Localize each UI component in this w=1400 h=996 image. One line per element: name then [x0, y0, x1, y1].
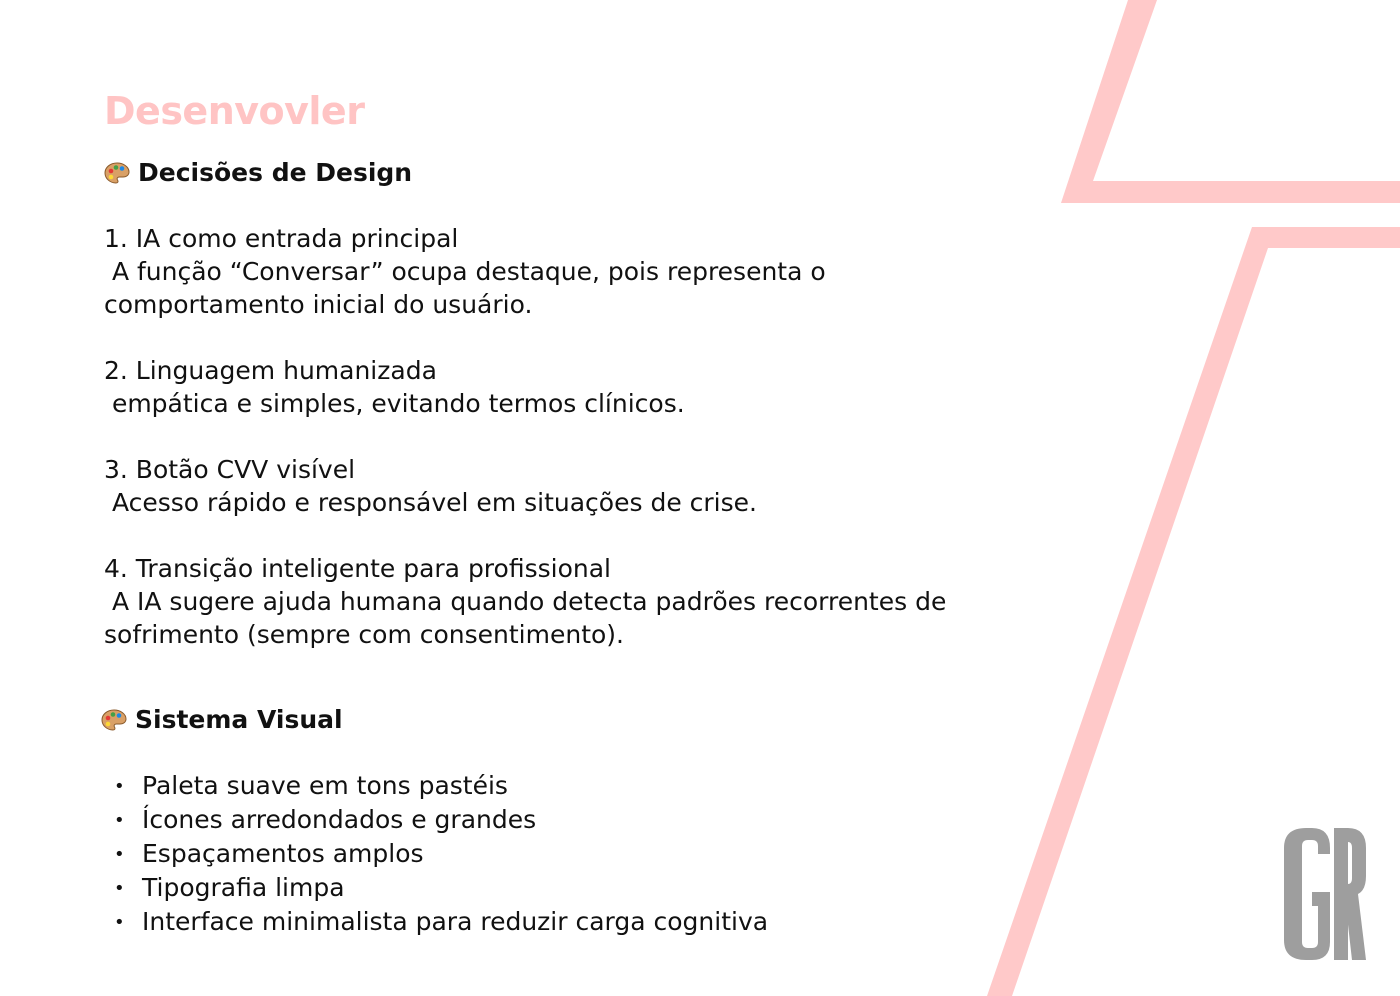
design-decisions-heading: [104, 156, 412, 189]
decision-description: A IA sugere ajuda humana quando detecta padrões recorrentes de sofrimento (sempre com consentimento).: [104, 587, 947, 649]
palette-icon: [101, 709, 127, 731]
bullet-icon: •: [114, 912, 125, 933]
upper-stripe-shape: [1061, 0, 1400, 203]
list-item: [114, 905, 768, 939]
list-item-text: Paleta suave em tons pastéis: [142, 771, 508, 800]
visual-system-list: [114, 769, 768, 939]
decision-item: [104, 552, 1064, 651]
design-decisions-heading-text: Decisões de Design: [138, 158, 413, 187]
decision-title: 4. Transição inteligente para profissional: [104, 554, 611, 583]
bullet-icon: •: [114, 878, 125, 899]
decision-item: [104, 354, 1064, 420]
gr-logo: [1282, 828, 1368, 960]
list-item: [114, 803, 768, 837]
decision-description: empática e simples, evitando termos clínicos.: [104, 389, 685, 418]
bullet-icon: •: [114, 844, 125, 865]
page-title: Desenvovler: [104, 89, 365, 133]
visual-system-heading-text: Sistema Visual: [135, 705, 343, 734]
design-decisions-list: [104, 222, 1064, 684]
list-item-text: Interface minimalista para reduzir carga cognitiva: [142, 907, 769, 936]
list-item: [114, 871, 768, 905]
decision-description: Acesso rápido e responsável em situações de crise.: [104, 488, 757, 517]
list-item-text: Ícones arredondados e grandes: [142, 805, 537, 834]
decision-title: 2. Linguagem humanizada: [104, 356, 437, 385]
list-item-text: Espaçamentos amplos: [142, 839, 424, 868]
bullet-icon: •: [114, 810, 125, 831]
decision-item: [104, 222, 1064, 321]
visual-system-heading: [101, 703, 343, 736]
decision-title: 1. IA como entrada principal: [104, 224, 459, 253]
list-item: [114, 837, 768, 871]
decision-item: [104, 453, 1064, 519]
bullet-icon: •: [114, 776, 125, 797]
list-item-text: Tipografia limpa: [142, 873, 345, 902]
palette-icon: [104, 162, 130, 184]
decision-title: 3. Botão CVV visível: [104, 455, 356, 484]
list-item: [114, 769, 768, 803]
decision-description: A função “Conversar” ocupa destaque, pois representa o comportamento inicial do usuário.: [104, 257, 826, 319]
